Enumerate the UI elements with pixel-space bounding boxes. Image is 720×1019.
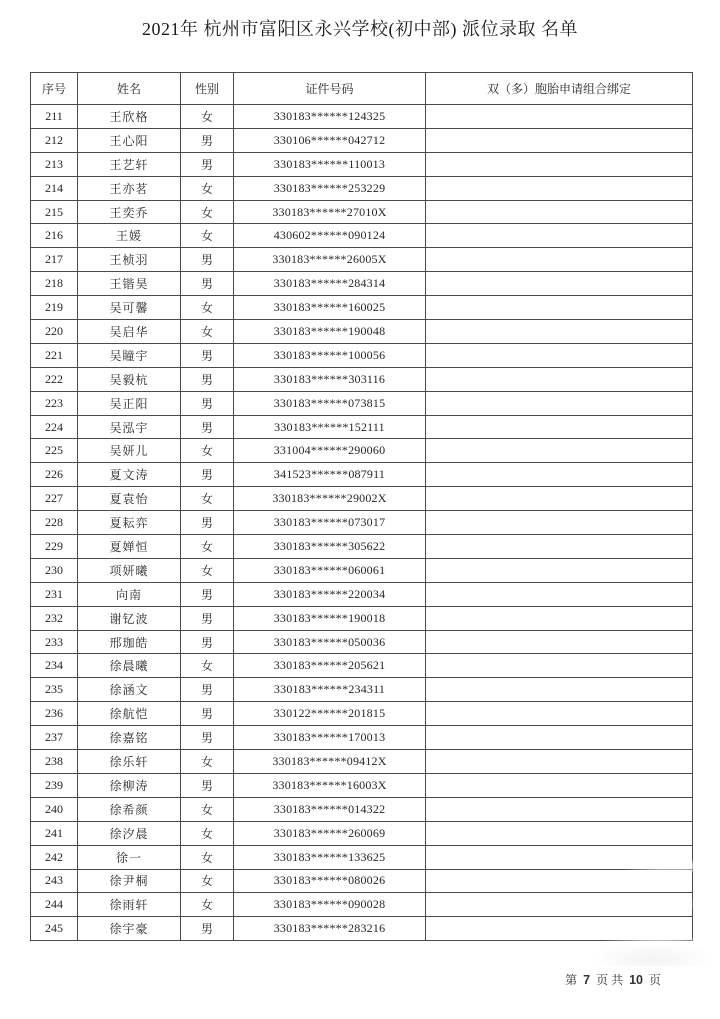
- cell-name: 王奕乔: [78, 200, 181, 224]
- cell-id_number: 330183******220034: [234, 582, 426, 606]
- footer-page-suffix: 页: [648, 973, 661, 987]
- cell-twin_binding: [426, 343, 693, 367]
- cell-twin_binding: [426, 152, 693, 176]
- cell-name: 徐汐晨: [78, 821, 181, 845]
- cell-id_number: 330183******100056: [234, 343, 426, 367]
- cell-index: 221: [31, 343, 78, 367]
- table-row: [31, 511, 693, 535]
- cell-id_number: 330183******190018: [234, 606, 426, 630]
- cell-twin_binding: [426, 248, 693, 272]
- cell-name: 王媛: [78, 224, 181, 248]
- table-row: [31, 773, 693, 797]
- cell-gender: 男: [181, 152, 234, 176]
- cell-index: 244: [31, 893, 78, 917]
- table-row: [31, 105, 693, 129]
- cell-gender: 女: [181, 845, 234, 869]
- table-row: [31, 702, 693, 726]
- table-row: [31, 869, 693, 893]
- cell-id_number: 330183******29002X: [234, 487, 426, 511]
- table-row: [31, 726, 693, 750]
- cell-twin_binding: [426, 821, 693, 845]
- footer-total-pages: 10: [629, 973, 643, 987]
- cell-id_number: 341523******087911: [234, 463, 426, 487]
- table-row: [31, 630, 693, 654]
- cell-twin_binding: [426, 176, 693, 200]
- cell-name: 徐尹桐: [78, 869, 181, 893]
- cell-index: 216: [31, 224, 78, 248]
- table-body: [31, 105, 693, 941]
- cell-name: 吴泓宇: [78, 415, 181, 439]
- cell-gender: 男: [181, 511, 234, 535]
- page-title: 2021年 杭州市富阳区永兴学校(初中部) 派位录取 名单: [142, 19, 578, 39]
- cell-gender: 男: [181, 606, 234, 630]
- cell-id_number: 330183******190048: [234, 320, 426, 344]
- cell-gender: 女: [181, 439, 234, 463]
- cell-name: 徐希颜: [78, 797, 181, 821]
- table-row: [31, 463, 693, 487]
- table-row: [31, 296, 693, 320]
- cell-name: 徐宇豪: [78, 917, 181, 941]
- cell-id_number: 330183******080026: [234, 869, 426, 893]
- cell-id_number: 330183******073815: [234, 391, 426, 415]
- cell-id_number: 330183******16003X: [234, 773, 426, 797]
- cell-index: 219: [31, 296, 78, 320]
- table-row: [31, 917, 693, 941]
- cell-twin_binding: [426, 582, 693, 606]
- cell-twin_binding: [426, 128, 693, 152]
- cell-twin_binding: [426, 535, 693, 559]
- table-row: [31, 248, 693, 272]
- cell-id_number: 330183******160025: [234, 296, 426, 320]
- cell-name: 吴瞳宇: [78, 343, 181, 367]
- table-row: [31, 797, 693, 821]
- cell-gender: 女: [181, 821, 234, 845]
- table-row: [31, 678, 693, 702]
- cell-id_number: 330183******253229: [234, 176, 426, 200]
- cell-id_number: 330183******073017: [234, 511, 426, 535]
- table-row: [31, 128, 693, 152]
- cell-name: 吴毅杭: [78, 367, 181, 391]
- cell-twin_binding: [426, 391, 693, 415]
- cell-name: 王亦茗: [78, 176, 181, 200]
- cell-id_number: 331004******290060: [234, 439, 426, 463]
- cell-gender: 男: [181, 415, 234, 439]
- cell-name: 项妍曦: [78, 558, 181, 582]
- cell-gender: 男: [181, 582, 234, 606]
- table-row: [31, 654, 693, 678]
- cell-name: 吴正阳: [78, 391, 181, 415]
- cell-twin_binding: [426, 750, 693, 774]
- cell-id_number: 330183******234311: [234, 678, 426, 702]
- column-header-id_number: 证件号码: [234, 73, 426, 105]
- column-header-index: 序号: [31, 73, 78, 105]
- cell-twin_binding: [426, 606, 693, 630]
- cell-name: 王心阳: [78, 128, 181, 152]
- cell-gender: 男: [181, 128, 234, 152]
- table-row: [31, 487, 693, 511]
- cell-gender: 女: [181, 487, 234, 511]
- cell-twin_binding: [426, 630, 693, 654]
- cell-gender: 女: [181, 797, 234, 821]
- cell-twin_binding: [426, 917, 693, 941]
- cell-gender: 男: [181, 343, 234, 367]
- cell-gender: 男: [181, 463, 234, 487]
- cell-index: 214: [31, 176, 78, 200]
- cell-id_number: 330183******060061: [234, 558, 426, 582]
- cell-index: 231: [31, 582, 78, 606]
- cell-gender: 女: [181, 535, 234, 559]
- cell-index: 238: [31, 750, 78, 774]
- cell-gender: 女: [181, 654, 234, 678]
- cell-index: 215: [31, 200, 78, 224]
- table-row: [31, 152, 693, 176]
- cell-name: 王欣格: [78, 105, 181, 129]
- cell-gender: 女: [181, 105, 234, 129]
- table-row: [31, 606, 693, 630]
- cell-index: 224: [31, 415, 78, 439]
- cell-gender: 女: [181, 558, 234, 582]
- cell-name: 吴妍儿: [78, 439, 181, 463]
- cell-id_number: 330183******124325: [234, 105, 426, 129]
- cell-index: 211: [31, 105, 78, 129]
- cell-gender: 女: [181, 750, 234, 774]
- cell-gender: 男: [181, 248, 234, 272]
- table-row: [31, 367, 693, 391]
- cell-name: 夏婵恒: [78, 535, 181, 559]
- cell-twin_binding: [426, 296, 693, 320]
- cell-twin_binding: [426, 439, 693, 463]
- cell-name: 吴启华: [78, 320, 181, 344]
- page-footer: [564, 971, 662, 988]
- footer-page-number: 7: [583, 973, 591, 987]
- cell-id_number: 330183******170013: [234, 726, 426, 750]
- cell-twin_binding: [426, 320, 693, 344]
- table-row: [31, 439, 693, 463]
- table-row: [31, 893, 693, 917]
- cell-index: 218: [31, 272, 78, 296]
- cell-id_number: 330183******283216: [234, 917, 426, 941]
- cell-name: 徐航恺: [78, 702, 181, 726]
- cell-gender: 男: [181, 773, 234, 797]
- cell-index: 229: [31, 535, 78, 559]
- cell-gender: 男: [181, 702, 234, 726]
- cell-name: 徐柳涛: [78, 773, 181, 797]
- cell-gender: 女: [181, 224, 234, 248]
- cell-name: 徐雨轩: [78, 893, 181, 917]
- cell-id_number: 330122******201815: [234, 702, 426, 726]
- cell-name: 王锴昊: [78, 272, 181, 296]
- cell-index: 239: [31, 773, 78, 797]
- cell-index: 245: [31, 917, 78, 941]
- cell-index: 232: [31, 606, 78, 630]
- cell-twin_binding: [426, 654, 693, 678]
- cell-id_number: 330183******27010X: [234, 200, 426, 224]
- footer-page-prefix: 第: [565, 973, 578, 987]
- cell-twin_binding: [426, 797, 693, 821]
- cell-name: 邢珈皓: [78, 630, 181, 654]
- cell-index: 236: [31, 702, 78, 726]
- cell-twin_binding: [426, 105, 693, 129]
- cell-index: 242: [31, 845, 78, 869]
- cell-id_number: 330183******090028: [234, 893, 426, 917]
- admission-roster-table: [30, 72, 693, 941]
- cell-name: 徐涵文: [78, 678, 181, 702]
- cell-twin_binding: [426, 367, 693, 391]
- cell-id_number: 330183******050036: [234, 630, 426, 654]
- cell-twin_binding: [426, 224, 693, 248]
- cell-gender: 男: [181, 272, 234, 296]
- table-row: [31, 558, 693, 582]
- cell-id_number: 330106******042712: [234, 128, 426, 152]
- table-row: [31, 320, 693, 344]
- cell-twin_binding: [426, 773, 693, 797]
- cell-id_number: 330183******152111: [234, 415, 426, 439]
- cell-twin_binding: [426, 726, 693, 750]
- cell-id_number: 330183******205621: [234, 654, 426, 678]
- cell-name: 谢钇波: [78, 606, 181, 630]
- cell-id_number: 330183******260069: [234, 821, 426, 845]
- cell-twin_binding: [426, 272, 693, 296]
- cell-index: 220: [31, 320, 78, 344]
- cell-twin_binding: [426, 845, 693, 869]
- cell-gender: 女: [181, 176, 234, 200]
- table-row: [31, 535, 693, 559]
- cell-name: 夏文涛: [78, 463, 181, 487]
- cell-gender: 女: [181, 200, 234, 224]
- table-row: [31, 176, 693, 200]
- cell-name: 王桢羽: [78, 248, 181, 272]
- cell-index: 226: [31, 463, 78, 487]
- table-header-row: [31, 73, 693, 105]
- table-row: [31, 200, 693, 224]
- cell-gender: 女: [181, 320, 234, 344]
- cell-name: 吴可馨: [78, 296, 181, 320]
- cell-index: 212: [31, 128, 78, 152]
- cell-id_number: 330183******26005X: [234, 248, 426, 272]
- cell-index: 240: [31, 797, 78, 821]
- cell-gender: 女: [181, 869, 234, 893]
- table-header: [31, 73, 693, 105]
- cell-gender: 男: [181, 391, 234, 415]
- cell-gender: 男: [181, 367, 234, 391]
- cell-twin_binding: [426, 702, 693, 726]
- column-header-name: 姓名: [78, 73, 181, 105]
- cell-twin_binding: [426, 463, 693, 487]
- cell-index: 230: [31, 558, 78, 582]
- table-row: [31, 750, 693, 774]
- table-row: [31, 272, 693, 296]
- cell-gender: 男: [181, 630, 234, 654]
- cell-twin_binding: [426, 558, 693, 582]
- table-row: [31, 391, 693, 415]
- cell-index: 243: [31, 869, 78, 893]
- cell-gender: 女: [181, 893, 234, 917]
- cell-index: 227: [31, 487, 78, 511]
- cell-name: 夏袁怡: [78, 487, 181, 511]
- cell-gender: 男: [181, 678, 234, 702]
- cell-id_number: 330183******305622: [234, 535, 426, 559]
- cell-twin_binding: [426, 869, 693, 893]
- cell-gender: 女: [181, 296, 234, 320]
- cell-name: 徐乐轩: [78, 750, 181, 774]
- cell-id_number: 330183******09412X: [234, 750, 426, 774]
- cell-name: 徐晨曦: [78, 654, 181, 678]
- cell-index: 241: [31, 821, 78, 845]
- cell-id_number: 430602******090124: [234, 224, 426, 248]
- cell-twin_binding: [426, 487, 693, 511]
- cell-index: 225: [31, 439, 78, 463]
- cell-name: 向南: [78, 582, 181, 606]
- table-row: [31, 343, 693, 367]
- cell-twin_binding: [426, 678, 693, 702]
- cell-id_number: 330183******133625: [234, 845, 426, 869]
- cell-index: 235: [31, 678, 78, 702]
- column-header-gender: 性别: [181, 73, 234, 105]
- column-header-twin_binding: 双（多）胞胎申请组合绑定: [426, 73, 693, 105]
- cell-index: 213: [31, 152, 78, 176]
- table-row: [31, 821, 693, 845]
- cell-index: 237: [31, 726, 78, 750]
- cell-name: 徐一: [78, 845, 181, 869]
- table-row: [31, 224, 693, 248]
- cell-name: 王艺轩: [78, 152, 181, 176]
- cell-twin_binding: [426, 200, 693, 224]
- cell-gender: 男: [181, 917, 234, 941]
- cell-twin_binding: [426, 511, 693, 535]
- cell-index: 217: [31, 248, 78, 272]
- table-row: [31, 845, 693, 869]
- cell-id_number: 330183******110013: [234, 152, 426, 176]
- cell-index: 222: [31, 367, 78, 391]
- cell-twin_binding: [426, 893, 693, 917]
- cell-twin_binding: [426, 415, 693, 439]
- table-row: [31, 415, 693, 439]
- cell-name: 徐嘉铭: [78, 726, 181, 750]
- cell-index: 234: [31, 654, 78, 678]
- cell-gender: 男: [181, 726, 234, 750]
- cell-id_number: 330183******303116: [234, 367, 426, 391]
- cell-name: 夏耘弈: [78, 511, 181, 535]
- cell-id_number: 330183******284314: [234, 272, 426, 296]
- cell-index: 223: [31, 391, 78, 415]
- cell-id_number: 330183******014322: [234, 797, 426, 821]
- cell-index: 233: [31, 630, 78, 654]
- cell-index: 228: [31, 511, 78, 535]
- footer-page-infix: 页 共: [596, 973, 624, 987]
- table-row: [31, 582, 693, 606]
